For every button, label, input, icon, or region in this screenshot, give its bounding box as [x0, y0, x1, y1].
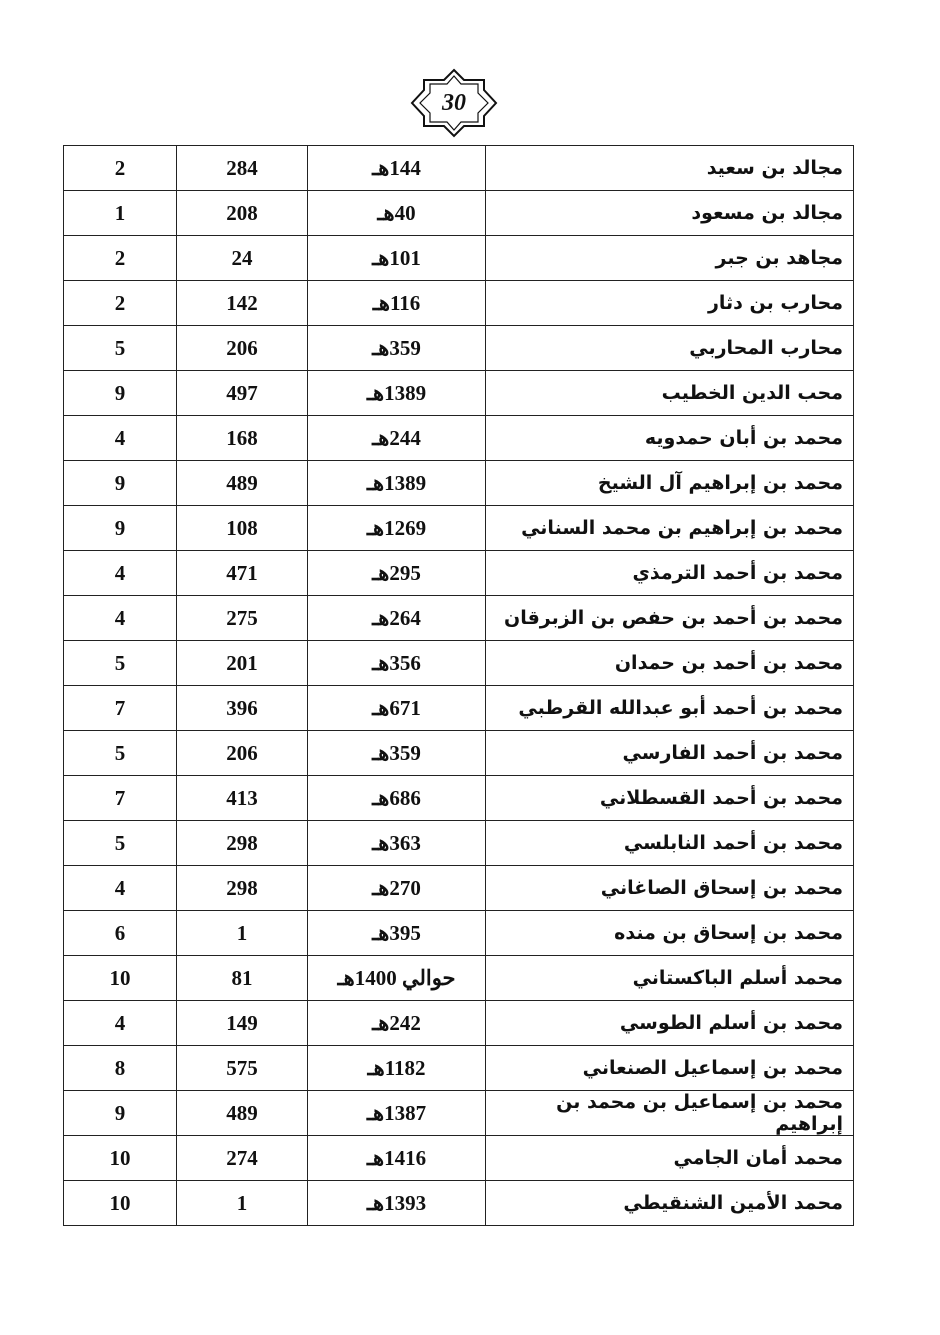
page-cell: 24: [177, 236, 308, 281]
name-cell: محمد بن أحمد القسطلاني: [486, 776, 854, 821]
page-cell: 168: [177, 416, 308, 461]
volume-cell: 2: [64, 281, 177, 326]
death-date-cell: 363هـ: [308, 821, 486, 866]
death-date-cell: 144هـ: [308, 146, 486, 191]
page-cell: 298: [177, 821, 308, 866]
name-cell: مجالد بن مسعود: [486, 191, 854, 236]
page-cell: 489: [177, 461, 308, 506]
page-cell: 81: [177, 956, 308, 1001]
name-cell: محمد بن أحمد الفارسي: [486, 731, 854, 776]
table-row: [64, 866, 854, 911]
volume-cell: 10: [64, 1136, 177, 1181]
table-row: [64, 281, 854, 326]
death-date-cell: 359هـ: [308, 731, 486, 776]
table-row: [64, 686, 854, 731]
name-cell: محمد بن أحمد الترمذي: [486, 551, 854, 596]
table-row: [64, 191, 854, 236]
name-cell: محمد بن أحمد أبو عبدالله القرطبي: [486, 686, 854, 731]
death-date-cell: 264هـ: [308, 596, 486, 641]
name-cell: محمد بن أسلم الطوسي: [486, 1001, 854, 1046]
page-cell: 208: [177, 191, 308, 236]
page-cell: 142: [177, 281, 308, 326]
page-cell: 497: [177, 371, 308, 416]
page-cell: 108: [177, 506, 308, 551]
index-table-body: [64, 146, 854, 1226]
table-row: [64, 551, 854, 596]
volume-cell: 10: [64, 956, 177, 1001]
death-date-cell: 270هـ: [308, 866, 486, 911]
name-cell: محمد بن أحمد النابلسي: [486, 821, 854, 866]
death-date-cell: 356هـ: [308, 641, 486, 686]
death-date-cell: 244هـ: [308, 416, 486, 461]
name-cell: محمد أسلم الباكستاني: [486, 956, 854, 1001]
name-cell: محمد بن إسحاق الصاغاني: [486, 866, 854, 911]
death-date-cell: 1389هـ: [308, 461, 486, 506]
table-row: [64, 821, 854, 866]
index-table: [63, 145, 854, 1226]
page-cell: 284: [177, 146, 308, 191]
page-cell: 1: [177, 1181, 308, 1226]
death-date-cell: 686هـ: [308, 776, 486, 821]
table-row: [64, 1001, 854, 1046]
volume-cell: 4: [64, 551, 177, 596]
table-row: [64, 776, 854, 821]
volume-cell: 9: [64, 506, 177, 551]
name-cell: محارب المحاربي: [486, 326, 854, 371]
volume-cell: 2: [64, 236, 177, 281]
volume-cell: 9: [64, 461, 177, 506]
volume-cell: 5: [64, 641, 177, 686]
death-date-cell: 1393هـ: [308, 1181, 486, 1226]
table-row: [64, 956, 854, 1001]
table-row: [64, 506, 854, 551]
volume-cell: 4: [64, 1001, 177, 1046]
volume-cell: 4: [64, 416, 177, 461]
page-cell: 149: [177, 1001, 308, 1046]
name-cell: محب الدين الخطيب: [486, 371, 854, 416]
table-row: [64, 416, 854, 461]
death-date-cell: 395هـ: [308, 911, 486, 956]
volume-cell: 9: [64, 371, 177, 416]
death-date-cell: 1416هـ: [308, 1136, 486, 1181]
page-number: 30: [442, 90, 466, 116]
volume-cell: 5: [64, 821, 177, 866]
death-date-cell: 359هـ: [308, 326, 486, 371]
death-date-cell: حوالي 1400هـ: [308, 956, 486, 1001]
table-row: [64, 1136, 854, 1181]
death-date-cell: 242هـ: [308, 1001, 486, 1046]
name-cell: محمد بن إسماعيل الصنعاني: [486, 1046, 854, 1091]
page-cell: 1: [177, 911, 308, 956]
table-row: [64, 326, 854, 371]
page-cell: 489: [177, 1091, 308, 1136]
name-cell: محارب بن دثار: [486, 281, 854, 326]
death-date-cell: 1389هـ: [308, 371, 486, 416]
death-date-cell: 101هـ: [308, 236, 486, 281]
volume-cell: 2: [64, 146, 177, 191]
name-cell: محمد الأمين الشنقيطي: [486, 1181, 854, 1226]
table-row: [64, 146, 854, 191]
page-cell: 298: [177, 866, 308, 911]
page-cell: 274: [177, 1136, 308, 1181]
volume-cell: 1: [64, 191, 177, 236]
page-cell: 396: [177, 686, 308, 731]
volume-cell: 5: [64, 326, 177, 371]
death-date-cell: 1269هـ: [308, 506, 486, 551]
table-row: [64, 461, 854, 506]
name-cell: محمد بن أبان حمدويه: [486, 416, 854, 461]
name-cell: محمد بن إسحاق بن منده: [486, 911, 854, 956]
page-cell: 471: [177, 551, 308, 596]
name-cell: محمد بن إسماعيل بن محمد بن إبراهيم: [486, 1091, 854, 1136]
death-date-cell: 1182هـ: [308, 1046, 486, 1091]
page-cell: 201: [177, 641, 308, 686]
volume-cell: 7: [64, 776, 177, 821]
page-cell: 275: [177, 596, 308, 641]
page-cell: 575: [177, 1046, 308, 1091]
death-date-cell: 671هـ: [308, 686, 486, 731]
page-cell: 206: [177, 326, 308, 371]
volume-cell: 6: [64, 911, 177, 956]
table-row: [64, 596, 854, 641]
volume-cell: 7: [64, 686, 177, 731]
table-row: [64, 371, 854, 416]
volume-cell: 8: [64, 1046, 177, 1091]
name-cell: محمد بن إبراهيم آل الشيخ: [486, 461, 854, 506]
volume-cell: 5: [64, 731, 177, 776]
table-row: [64, 1091, 854, 1136]
page-cell: 206: [177, 731, 308, 776]
page-cell: 413: [177, 776, 308, 821]
name-cell: مجاهد بن جبر: [486, 236, 854, 281]
volume-cell: 9: [64, 1091, 177, 1136]
death-date-cell: 295هـ: [308, 551, 486, 596]
volume-cell: 4: [64, 866, 177, 911]
name-cell: محمد بن أحمد بن حفص بن الزبرقان: [486, 596, 854, 641]
death-date-cell: 116هـ: [308, 281, 486, 326]
volume-cell: 4: [64, 596, 177, 641]
table-row: [64, 641, 854, 686]
table-row: [64, 731, 854, 776]
name-cell: مجالد بن سعيد: [486, 146, 854, 191]
table-row: [64, 236, 854, 281]
death-date-cell: 40هـ: [308, 191, 486, 236]
name-cell: محمد بن أحمد بن حمدان: [486, 641, 854, 686]
name-cell: محمد بن إبراهيم بن محمد السناني: [486, 506, 854, 551]
death-date-cell: 1387هـ: [308, 1091, 486, 1136]
page-number-badge: [410, 68, 498, 138]
volume-cell: 10: [64, 1181, 177, 1226]
table-row: [64, 911, 854, 956]
table-row: [64, 1046, 854, 1091]
table-row: [64, 1181, 854, 1226]
name-cell: محمد أمان الجامي: [486, 1136, 854, 1181]
